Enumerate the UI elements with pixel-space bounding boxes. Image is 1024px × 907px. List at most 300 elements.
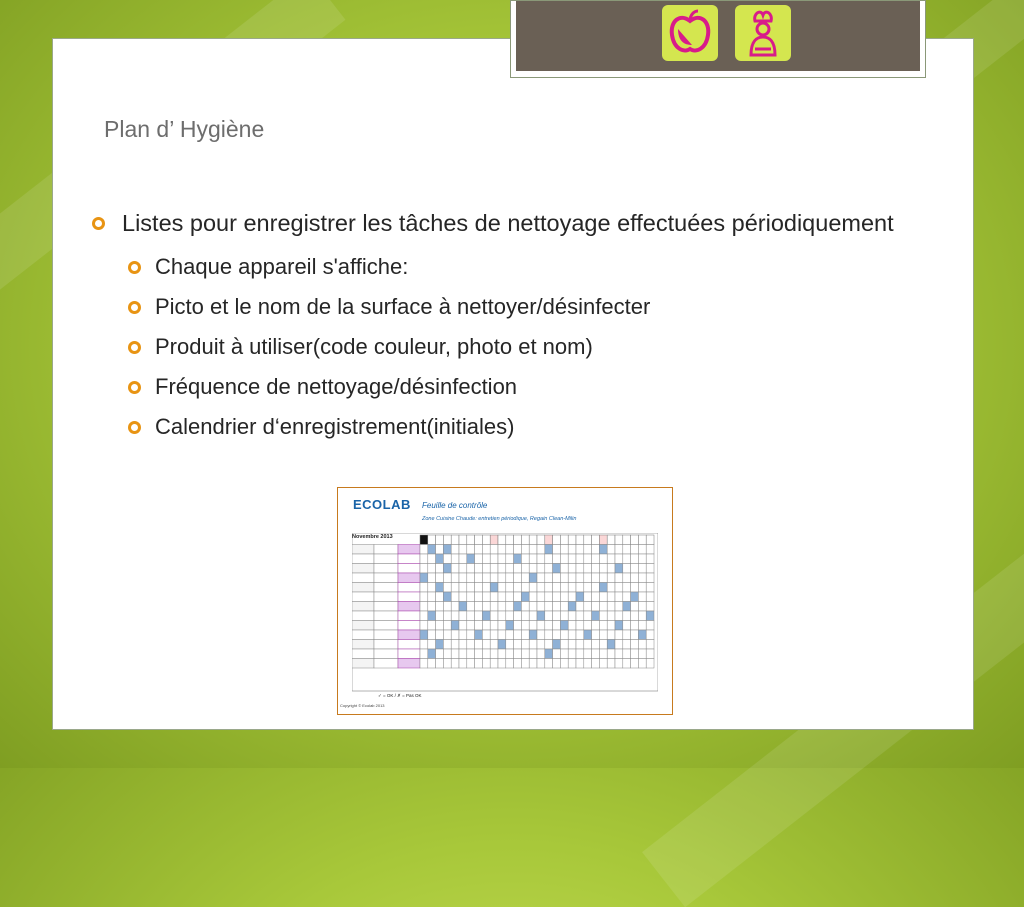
grid-day-cell xyxy=(498,602,506,612)
grid-day-cell xyxy=(459,640,467,650)
grid-day-cell xyxy=(482,592,490,602)
grid-day-cell xyxy=(443,640,451,650)
grid-day-cell xyxy=(545,592,553,602)
grid-day-cell xyxy=(482,621,490,631)
grid-day-cell xyxy=(436,554,444,564)
grid-day-cell xyxy=(521,630,529,640)
grid-day-cell xyxy=(623,602,631,612)
grid-day-cell xyxy=(576,573,584,583)
grid-day-cell xyxy=(560,554,568,564)
grid-day-cell xyxy=(638,659,646,669)
grid-day-cell xyxy=(443,630,451,640)
grid-day-cell xyxy=(576,649,584,659)
grid-day-cell xyxy=(615,545,623,555)
grid-day-cell xyxy=(537,564,545,574)
grid-day-cell xyxy=(514,621,522,631)
grid-day-cell xyxy=(428,659,436,669)
grid-day-cell xyxy=(607,592,615,602)
grid-day-cell xyxy=(560,602,568,612)
grid-day-cell xyxy=(498,630,506,640)
apple-icon xyxy=(662,5,718,61)
grid-day-cell xyxy=(436,640,444,650)
grid-day-cell xyxy=(599,583,607,593)
grid-header-cell xyxy=(592,535,600,545)
grid-day-cell xyxy=(451,583,459,593)
grid-row-name xyxy=(374,611,398,621)
grid-day-cell xyxy=(592,564,600,574)
grid-day-cell xyxy=(443,602,451,612)
grid-day-cell xyxy=(475,573,483,583)
grid-day-cell xyxy=(560,611,568,621)
grid-day-cell xyxy=(436,659,444,669)
grid-day-cell xyxy=(537,602,545,612)
grid-day-cell xyxy=(576,583,584,593)
grid-day-cell xyxy=(490,649,498,659)
sub-bullet xyxy=(92,334,932,360)
grid-day-cell xyxy=(638,640,646,650)
grid-row-name xyxy=(374,659,398,669)
grid-day-cell xyxy=(467,640,475,650)
grid-day-cell xyxy=(553,573,561,583)
grid-day-cell xyxy=(599,564,607,574)
bullet-main xyxy=(92,206,932,240)
grid-day-cell xyxy=(475,630,483,640)
grid-day-cell xyxy=(568,545,576,555)
grid-header-cell xyxy=(638,535,646,545)
grid-day-cell xyxy=(459,602,467,612)
grid-day-cell xyxy=(475,659,483,669)
grid-day-cell xyxy=(584,602,592,612)
grid-day-cell xyxy=(490,630,498,640)
grid-day-cell xyxy=(592,659,600,669)
grid-product-cell xyxy=(398,592,420,602)
grid-day-cell xyxy=(584,659,592,669)
grid-day-cell xyxy=(615,583,623,593)
grid-header-cell xyxy=(529,535,537,545)
grid-day-cell xyxy=(482,602,490,612)
grid-row-label xyxy=(352,611,374,621)
grid-day-cell xyxy=(537,554,545,564)
grid-day-cell xyxy=(584,573,592,583)
grid-day-cell xyxy=(475,592,483,602)
grid-day-cell xyxy=(560,621,568,631)
grid-day-cell xyxy=(631,545,639,555)
grid-row-label xyxy=(352,583,374,593)
grid-day-cell xyxy=(592,621,600,631)
grid-day-cell xyxy=(599,611,607,621)
grid-day-cell xyxy=(568,621,576,631)
grid-product-cell xyxy=(398,554,420,564)
grid-product-cell xyxy=(398,583,420,593)
grid-day-cell xyxy=(475,602,483,612)
grid-day-cell xyxy=(599,630,607,640)
grid-day-cell xyxy=(615,611,623,621)
grid-day-cell xyxy=(428,592,436,602)
grid-day-cell xyxy=(529,659,537,669)
grid-day-cell xyxy=(638,621,646,631)
grid-day-cell xyxy=(436,630,444,640)
grid-day-cell xyxy=(514,554,522,564)
grid-day-cell xyxy=(592,640,600,650)
grid-header-cell xyxy=(428,535,436,545)
grid-day-cell xyxy=(459,621,467,631)
grid-day-cell xyxy=(545,583,553,593)
grid-day-cell xyxy=(584,630,592,640)
grid-day-cell xyxy=(576,611,584,621)
grid-row-label xyxy=(352,554,374,564)
grid-day-cell xyxy=(506,630,514,640)
grid-day-cell xyxy=(638,554,646,564)
grid-header-cell xyxy=(646,535,654,545)
grid-day-cell xyxy=(451,592,459,602)
form-subtitle: Zone Cuisine Chaude: entretien périodique, Regain Clean-Milin xyxy=(422,516,577,522)
grid-day-cell xyxy=(459,630,467,640)
grid-product-cell xyxy=(398,630,420,640)
grid-day-cell xyxy=(436,602,444,612)
grid-day-cell xyxy=(646,554,654,564)
grid-header-cell xyxy=(631,535,639,545)
grid-day-cell xyxy=(568,602,576,612)
grid-header-cell xyxy=(545,535,553,545)
grid-day-cell xyxy=(420,621,428,631)
grid-header-cell xyxy=(506,535,514,545)
grid-day-cell xyxy=(521,602,529,612)
grid-product-cell xyxy=(398,611,420,621)
grid-day-cell xyxy=(584,592,592,602)
grid-day-cell xyxy=(521,640,529,650)
grid-day-cell xyxy=(584,649,592,659)
grid-day-cell xyxy=(592,592,600,602)
grid-day-cell xyxy=(428,554,436,564)
grid-day-cell xyxy=(436,545,444,555)
grid-day-cell xyxy=(467,554,475,564)
grid-day-cell xyxy=(553,545,561,555)
grid-day-cell xyxy=(553,621,561,631)
bullet-icon xyxy=(128,341,141,354)
grid-day-cell xyxy=(646,630,654,640)
grid-day-cell xyxy=(467,573,475,583)
grid-day-cell xyxy=(498,545,506,555)
grid-day-cell xyxy=(607,640,615,650)
grid-day-cell xyxy=(529,621,537,631)
grid-day-cell xyxy=(506,583,514,593)
grid-day-cell xyxy=(467,611,475,621)
grid-day-cell xyxy=(545,621,553,631)
grid-day-cell xyxy=(451,640,459,650)
grid-day-cell xyxy=(420,545,428,555)
grid-day-cell xyxy=(537,640,545,650)
grid-day-cell xyxy=(490,583,498,593)
grid-day-cell xyxy=(638,611,646,621)
grid-day-cell xyxy=(475,564,483,574)
grid-day-cell xyxy=(599,545,607,555)
grid-day-cell xyxy=(428,611,436,621)
grid-day-cell xyxy=(576,545,584,555)
grid-day-cell xyxy=(607,573,615,583)
grid-day-cell xyxy=(599,640,607,650)
grid-day-cell xyxy=(553,602,561,612)
grid-day-cell xyxy=(599,602,607,612)
grid-day-cell xyxy=(459,573,467,583)
grid-day-cell xyxy=(646,583,654,593)
grid-day-cell xyxy=(475,554,483,564)
grid-day-cell xyxy=(498,659,506,669)
grid-header-cell xyxy=(459,535,467,545)
grid-product-cell xyxy=(398,621,420,631)
grid-day-cell xyxy=(576,630,584,640)
grid-day-cell xyxy=(521,621,529,631)
grid-product-cell xyxy=(398,659,420,669)
grid-day-cell xyxy=(560,545,568,555)
grid-day-cell xyxy=(459,611,467,621)
month-label: Novembre 2013 xyxy=(352,534,393,540)
grid-day-cell xyxy=(490,592,498,602)
grid-day-cell xyxy=(467,659,475,669)
grid-day-cell xyxy=(631,621,639,631)
grid-header-cell xyxy=(615,535,623,545)
grid-day-cell xyxy=(420,592,428,602)
grid-day-cell xyxy=(521,659,529,669)
grid-day-cell xyxy=(498,611,506,621)
grid-row-label xyxy=(352,592,374,602)
grid-day-cell xyxy=(467,649,475,659)
grid-row-label xyxy=(352,564,374,574)
grid-row-name xyxy=(374,564,398,574)
grid-header-cell xyxy=(623,535,631,545)
grid-day-cell xyxy=(467,564,475,574)
grid-day-cell xyxy=(638,649,646,659)
grid-day-cell xyxy=(529,649,537,659)
grid-day-cell xyxy=(436,573,444,583)
grid-row-name xyxy=(374,573,398,583)
grid-row-name xyxy=(374,630,398,640)
grid-day-cell xyxy=(615,621,623,631)
grid-day-cell xyxy=(607,630,615,640)
grid-product-cell xyxy=(398,640,420,650)
grid-day-cell xyxy=(529,554,537,564)
grid-day-cell xyxy=(514,583,522,593)
grid-day-cell xyxy=(646,611,654,621)
grid-day-cell xyxy=(599,649,607,659)
grid-row-label xyxy=(352,640,374,650)
bullet-icon xyxy=(128,421,141,434)
grid-day-cell xyxy=(467,630,475,640)
grid-header-cell xyxy=(607,535,615,545)
grid-day-cell xyxy=(631,592,639,602)
grid-day-cell xyxy=(545,564,553,574)
grid-day-cell xyxy=(607,649,615,659)
grid-day-cell xyxy=(482,583,490,593)
grid-day-cell xyxy=(615,649,623,659)
grid-day-cell xyxy=(623,630,631,640)
grid-day-cell xyxy=(631,554,639,564)
grid-day-cell xyxy=(553,630,561,640)
grid-day-cell xyxy=(576,659,584,669)
grid-day-cell xyxy=(607,611,615,621)
grid-day-cell xyxy=(607,583,615,593)
grid-header-cell xyxy=(560,535,568,545)
grid-day-cell xyxy=(545,630,553,640)
grid-day-cell xyxy=(420,602,428,612)
grid-day-cell xyxy=(553,592,561,602)
grid-day-cell xyxy=(506,621,514,631)
grid-day-cell xyxy=(521,649,529,659)
grid-day-cell xyxy=(420,659,428,669)
grid-day-cell xyxy=(623,611,631,621)
grid-day-cell xyxy=(498,573,506,583)
grid-day-cell xyxy=(521,583,529,593)
grid-day-cell xyxy=(514,602,522,612)
copyright-text: Copyright © Ecolab 2013 xyxy=(340,703,385,708)
grid-header-cell xyxy=(490,535,498,545)
grid-day-cell xyxy=(537,649,545,659)
grid-day-cell xyxy=(521,554,529,564)
grid-header-cell xyxy=(443,535,451,545)
grid-day-cell xyxy=(443,592,451,602)
grid-day-cell xyxy=(599,592,607,602)
grid-day-cell xyxy=(443,564,451,574)
grid-day-cell xyxy=(568,592,576,602)
grid-day-cell xyxy=(428,621,436,631)
grid-day-cell xyxy=(646,592,654,602)
grid-day-cell xyxy=(560,564,568,574)
grid-day-cell xyxy=(631,659,639,669)
grid-row-label xyxy=(352,545,374,555)
grid-day-cell xyxy=(553,583,561,593)
grid-day-cell xyxy=(537,621,545,631)
grid-day-cell xyxy=(607,545,615,555)
grid-day-cell xyxy=(646,649,654,659)
grid-day-cell xyxy=(514,649,522,659)
grid-day-cell xyxy=(514,640,522,650)
bullet-icon xyxy=(92,217,105,230)
grid-day-cell xyxy=(490,573,498,583)
grid-day-cell xyxy=(553,659,561,669)
grid-day-cell xyxy=(560,573,568,583)
grid-day-cell xyxy=(623,583,631,593)
grid-row-name xyxy=(374,583,398,593)
grid-day-cell xyxy=(475,545,483,555)
grid-day-cell xyxy=(638,564,646,574)
grid-day-cell xyxy=(592,630,600,640)
grid-day-cell xyxy=(514,545,522,555)
grid-day-cell xyxy=(451,564,459,574)
grid-day-cell xyxy=(576,554,584,564)
grid-day-cell xyxy=(436,649,444,659)
grid-day-cell xyxy=(615,554,623,564)
grid-header-cell xyxy=(475,535,483,545)
sub-bullet xyxy=(92,374,932,400)
grid-day-cell xyxy=(506,564,514,574)
grid-day-cell xyxy=(553,640,561,650)
grid-day-cell xyxy=(490,611,498,621)
grid-day-cell xyxy=(568,564,576,574)
sub-bullet-text: Picto et le nom de la surface à nettoyer/désinfecter xyxy=(155,294,651,319)
grid-day-cell xyxy=(420,573,428,583)
grid-day-cell xyxy=(467,592,475,602)
grid-day-cell xyxy=(537,592,545,602)
grid-product-cell xyxy=(398,564,420,574)
grid-day-cell xyxy=(420,583,428,593)
grid-day-cell xyxy=(631,630,639,640)
grid-day-cell xyxy=(607,602,615,612)
grid-day-cell xyxy=(592,573,600,583)
grid-day-cell xyxy=(490,564,498,574)
bullet-icon xyxy=(128,261,141,274)
grid-day-cell xyxy=(459,545,467,555)
grid-header-cell xyxy=(451,535,459,545)
grid-day-cell xyxy=(584,621,592,631)
grid-day-cell xyxy=(545,640,553,650)
grid-day-cell xyxy=(436,592,444,602)
sub-bullet-text: Chaque appareil s'affiche: xyxy=(155,254,409,279)
bullet-main-text: Listes pour enregistrer les tâches de nettoyage effectuées périodiquement xyxy=(122,210,894,236)
grid-day-cell xyxy=(451,621,459,631)
grid-header-cell xyxy=(576,535,584,545)
grid-day-cell xyxy=(443,554,451,564)
grid-day-cell xyxy=(646,602,654,612)
grid-day-cell xyxy=(482,573,490,583)
grid-day-cell xyxy=(576,602,584,612)
grid-day-cell xyxy=(506,649,514,659)
control-sheet-image xyxy=(337,487,673,715)
grid-day-cell xyxy=(521,592,529,602)
grid-day-cell xyxy=(451,611,459,621)
grid-day-cell xyxy=(498,640,506,650)
grid-day-cell xyxy=(498,564,506,574)
grid-day-cell xyxy=(638,545,646,555)
sub-bullet xyxy=(92,254,932,280)
grid-row-name xyxy=(374,649,398,659)
grid-day-cell xyxy=(420,630,428,640)
form-title: Feuille de contrôle xyxy=(422,501,488,510)
grid-day-cell xyxy=(506,554,514,564)
grid-day-cell xyxy=(490,554,498,564)
grid-day-cell xyxy=(428,640,436,650)
grid-day-cell xyxy=(514,630,522,640)
grid-day-cell xyxy=(646,545,654,555)
grid-header-cell xyxy=(599,535,607,545)
grid-row-name xyxy=(374,545,398,555)
grid-day-cell xyxy=(428,573,436,583)
calendar-grid xyxy=(352,533,658,701)
grid-row-label xyxy=(352,573,374,583)
grid-day-cell xyxy=(537,573,545,583)
grid-day-cell xyxy=(506,545,514,555)
grid-day-cell xyxy=(529,564,537,574)
grid-day-cell xyxy=(553,554,561,564)
grid-day-cell xyxy=(545,545,553,555)
grid-header-cell xyxy=(467,535,475,545)
grid-day-cell xyxy=(428,602,436,612)
grid-day-cell xyxy=(584,545,592,555)
bullet-list xyxy=(92,206,932,440)
grid-day-cell xyxy=(498,583,506,593)
grid-day-cell xyxy=(498,649,506,659)
grid-product-cell xyxy=(398,649,420,659)
grid-day-cell xyxy=(451,554,459,564)
grid-day-cell xyxy=(529,545,537,555)
grid-day-cell xyxy=(443,545,451,555)
header-banner xyxy=(510,0,926,78)
grid-day-cell xyxy=(592,554,600,564)
grid-day-cell xyxy=(420,640,428,650)
sub-bullet-text: Fréquence de nettoyage/désinfection xyxy=(155,374,518,399)
grid-row-label xyxy=(352,602,374,612)
grid-header-cell xyxy=(521,535,529,545)
grid-day-cell xyxy=(560,630,568,640)
grid-day-cell xyxy=(560,583,568,593)
